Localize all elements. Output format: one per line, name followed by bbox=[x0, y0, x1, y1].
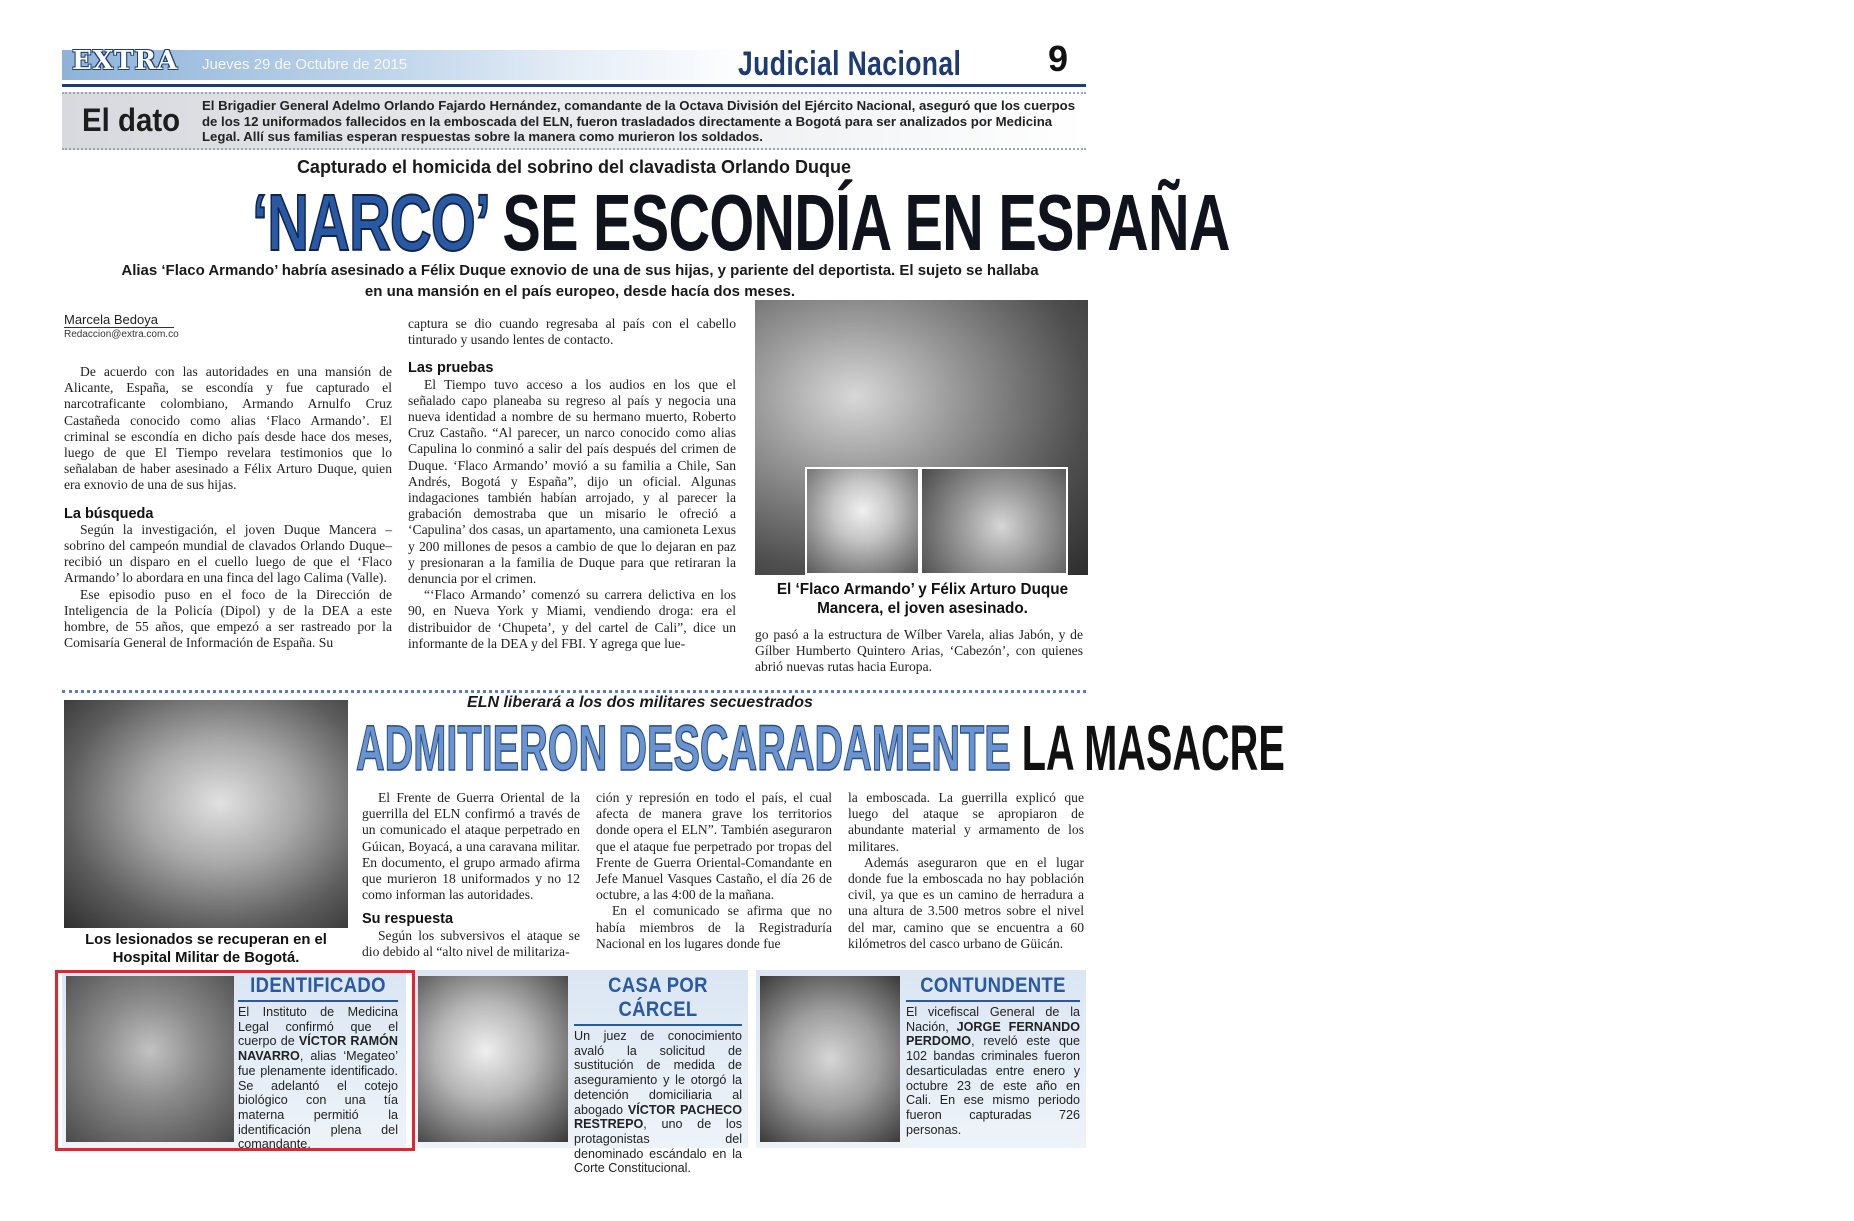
brief-body bbox=[574, 1029, 742, 1176]
paragraph: El Frente de Guerra Oriental de la guerrilla del ELN confirmó a través de un comunicado el ataque perpetrado en Gúican, Boyacá, a una caravana militar. En documento, el grupo armado afirma que murieron 18 uniformados y no 12 como informan las autoridades. bbox=[362, 790, 580, 903]
victor-pacheco-photo bbox=[418, 976, 568, 1142]
brief-rule bbox=[574, 1024, 742, 1026]
paragraph: “‘Flaco Armando’ comenzó su carrera delictiva en los 90, en Nueva York y Miami, vendiendo droga: era el distribuidor de ‘Chupeta’, y del cartel de Cali”, dice un informante de la DEA y del FBI. Y agrega que lue- bbox=[408, 587, 736, 651]
story1-column-1 bbox=[64, 364, 392, 651]
story1-photo-caption: El ‘Flaco Armando’ y Félix Arturo Duque Mancera, el joven asesinado. bbox=[776, 581, 1069, 617]
section-title: Judicial Nacional bbox=[738, 45, 962, 83]
brief-body bbox=[906, 1005, 1080, 1137]
el-dato-box bbox=[62, 92, 1086, 150]
brief-title: CONTUNDENTE bbox=[920, 974, 1066, 997]
section-divider bbox=[62, 690, 1086, 693]
brief-title: IDENTIFICADO bbox=[250, 974, 386, 997]
wounded-soldier-photo bbox=[64, 700, 348, 928]
brief-text: , alias ‘Megateo’ fue plenamente identificado. Se adelantó el cotejo biológico con una tía materna permitió la identificación plena del comandante. bbox=[238, 1049, 398, 1152]
story1-column-2 bbox=[408, 316, 736, 652]
brief-text: Un juez de conocimiento avaló la solicitud de sustitución de medida de aseguramiento y le otorgó la detención domiciliaria al abogado bbox=[574, 1029, 742, 1117]
brief-bold-name: VÍCTOR RAMÓN NAVARRO bbox=[238, 1034, 398, 1064]
el-dato-label: El dato bbox=[82, 102, 181, 138]
byline bbox=[64, 312, 394, 340]
brief-text: , reveló este que 102 bandas criminales fueron desarticuladas entre enero y octubre 23 de este año en Cali. En ese mismo periodo fueron capturadas 726 personas. bbox=[906, 1034, 1080, 1137]
paragraph: la emboscada. La guerrilla explicó que luego del ataque se apropiaron de abundante material y armamento de los militares. bbox=[848, 790, 1084, 854]
brief-text: El Instituto de Medicina Legal confirmó que el cuerpo de bbox=[238, 1005, 398, 1049]
paragraph: Según la investigación, el joven Duque Mancera –sobrino del campeón mundial de clavados Orlando Duque– recibió un disparo en el cuello luego de que el ‘Flaco Armando’ lo abordara en una finca del lago Calima (Valle). bbox=[64, 521, 392, 586]
paragraph: captura se dio cuando regresaba al país con el cabello tinturado y usando lentes de contacto. bbox=[408, 316, 736, 348]
brief-title: CASA POR CÁRCEL bbox=[608, 974, 708, 1021]
headline-admitieron: ADMITIERON DESCARADAMENTE bbox=[356, 712, 1011, 784]
brief-rule bbox=[906, 1000, 1080, 1002]
publication-date: Jueves 29 de Octubre de 2015 bbox=[202, 56, 408, 73]
story2-column-1 bbox=[362, 790, 580, 960]
brief-bold-name: VÍCTOR PACHECO RESTREPO bbox=[574, 1102, 743, 1132]
brief-casa-por-carcel bbox=[414, 970, 748, 1176]
paragraph: Según los subversivos el ataque se dio debido al “alto nivel de militariza- bbox=[362, 927, 580, 959]
brief-contundente-content bbox=[906, 974, 1080, 1137]
headline-la-masacre: LA MASACRE bbox=[1021, 712, 1285, 784]
jorge-perdomo-photo bbox=[760, 976, 900, 1142]
paragraph: De acuerdo con las autoridades en una mansión de Alicante, España, se escondía y fue capturado el narcotraficante colombiano, Armando Arnulfo Cruz Castañeda conocido como alias ‘Flaco Armando’. El criminal se escondía en dicho país desde hace dos meses, luego de que El Tiempo revelara testimonios que lo señalaban de haber asesinado a Félix Arturo Duque, quien era exnovio de una de sus hijas. bbox=[64, 364, 392, 493]
brief-contundente bbox=[756, 970, 1086, 1148]
subhead-su-respuesta: Su respuesta bbox=[362, 911, 454, 928]
headline-rest: SE ESCONDÍA EN ESPAÑA bbox=[502, 178, 1230, 267]
byline-name: Marcela Bedoya bbox=[64, 312, 158, 327]
paragraph: ción y represión en todo el país, el cual afecta de manera grave los territorios donde opera el ELN”. También aseguraron que el ataque fue perpetrado por tropas del Frente de Guerra Oriental-Comandante en Jefe Manuel Vasques Castaño, el día 26 de octubre, a las 4:00 de la mañana. bbox=[596, 790, 832, 903]
masthead-rule bbox=[62, 84, 1086, 87]
story1-deck: Alias ‘Flaco Armando’ habría asesinado a Félix Duque exnovio de una de sus hijas, y pariente del deportista. El sujeto se hallaba en una mansión en el país europeo, desde hacía dos meses. bbox=[121, 262, 1039, 300]
story1-kicker: Capturado el homicida del sobrino del clavadista Orlando Duque bbox=[296, 157, 852, 177]
story2-photo-caption: Los lesionados se recuperan en el Hospital Militar de Bogotá. bbox=[85, 932, 327, 966]
paragraph: go pasó a la estructura de Wílber Varela, alias Jabón, y de Gílber Humberto Quintero Arias, ‘Cabezón’, con quienes abrió nuevas rutas hacia Europa. bbox=[755, 627, 1083, 675]
masthead bbox=[62, 38, 1086, 84]
subhead-las-pruebas: Las pruebas bbox=[408, 360, 494, 377]
byline-email: Redaccion@extra.com.co bbox=[64, 329, 179, 340]
brief-bold-name: JORGE FERNANDO PERDOMO bbox=[906, 1019, 1080, 1049]
page-number: 9 bbox=[1048, 38, 1069, 79]
headline-narco: ‘NARCO’ bbox=[252, 178, 488, 267]
story2-column-2 bbox=[596, 790, 832, 952]
newspaper-logo: EXTRA bbox=[72, 46, 179, 76]
paragraph: Ese episodio puso en el foco de la Dirección de Inteligencia de la Policía (Dipol) y de la DEA a este hombre, de 55 años, que empezó a ser rastreado por la Comisaría General de Información de España. Su bbox=[64, 586, 392, 651]
story1-column-3 bbox=[755, 627, 1083, 676]
brief-text: El vicefiscal General de la Nación, bbox=[906, 1005, 1080, 1034]
brief-casa-content bbox=[574, 974, 742, 1176]
paragraph: En el comunicado se afirma que no había miembros de la Registraduría Nacional en los lugares donde fue bbox=[596, 903, 832, 951]
story2-column-3 bbox=[848, 790, 1084, 952]
highlight-box bbox=[55, 970, 415, 1151]
paragraph: Además aseguraron que en el lugar donde fue la emboscada no hay población civil, ya que es un camino de herradura a una altura de 3.500 metros sobre el nivel del mar, camino que se encuentra a 60 kilómetros del casco urbano de Güicán. bbox=[848, 854, 1084, 951]
story2-kicker: ELN liberará a los dos militares secuestrados bbox=[467, 694, 813, 711]
brief-text: , uno de los protagonistas del denominado escándalo en la Corte Constitucional. bbox=[574, 1117, 742, 1176]
paragraph: El Tiempo tuvo acceso a los audios en los que el señalado capo planeaba su regreso al país y negocia una nueva identidad a nombre de su hermano muerto, Roberto Cruz Castaño. “Al parecer, un narco conocido como alias Capulina lo conminó a salir del país después del crimen de Duque. ‘Flaco Armando’ movió a su familia a Chile, San Andrés, Bogotá y España”, dijo un oficial. Algunas indagaciones también habían arrojado, y al parecer la grabación demostraba que un misario le ofreció a ‘Capulina’ dos casas, un apartamento, una camioneta Lexus y 200 millones de pesos a cambio de que lo dejaran en paz y presionaran a la familia de Duque para que retiraran la denuncia por el crimen. bbox=[408, 376, 736, 587]
el-dato-text: El Brigadier General Adelmo Orlando Fajardo Hernández, comandante de la Octava División del Ejército Nacional, aseguró que los cuerpos de los 12 uniformados fallecidos en la emboscada del ELN, fueron trasladados directamente a Bogotá para ser analizados por Medicina Legal. Allí sus familias esperan respuestas sobre la manera como murieron los soldados. bbox=[202, 98, 1076, 144]
felix-duque-photo bbox=[920, 467, 1068, 575]
subhead-la-busqueda: La búsqueda bbox=[64, 505, 154, 522]
story2-headline bbox=[356, 712, 1285, 784]
flaco-armando-photo bbox=[805, 467, 920, 575]
story1-headline bbox=[62, 178, 1230, 268]
